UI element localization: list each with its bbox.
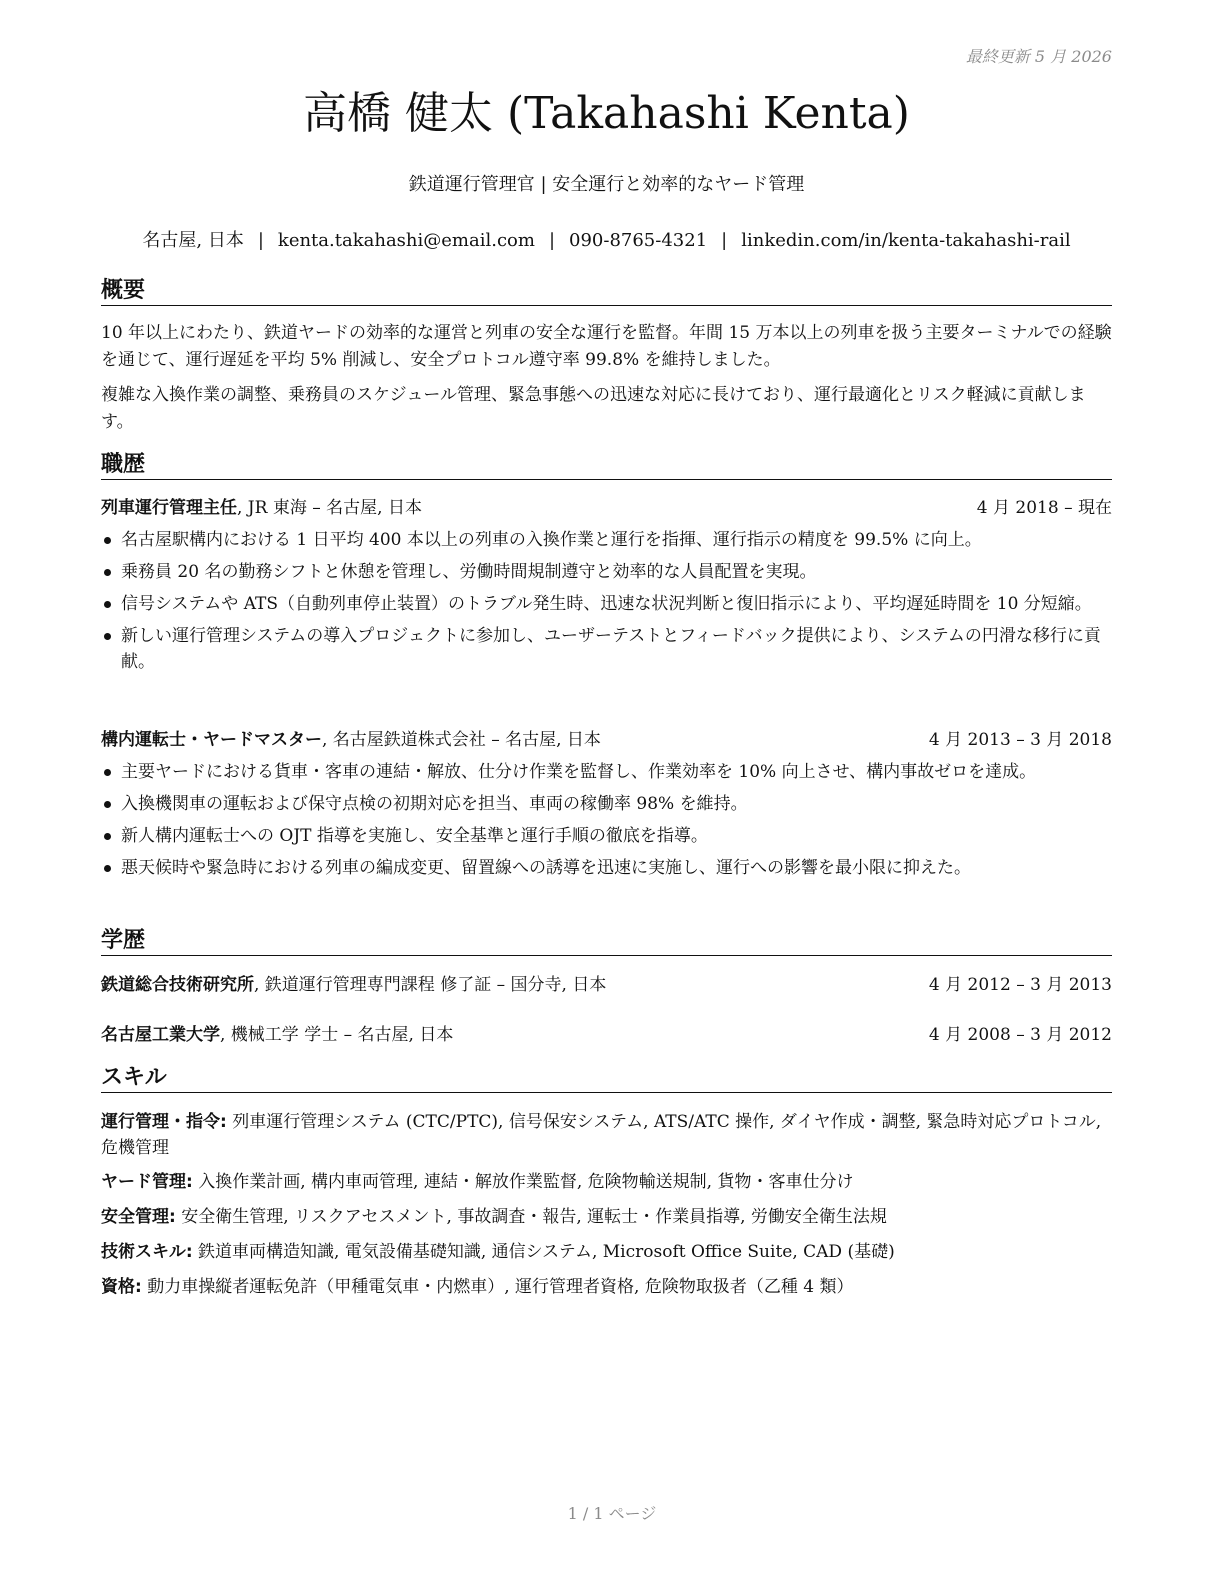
school-name: 名古屋工業大学 bbox=[101, 1025, 220, 1045]
skill-line bbox=[101, 1109, 1112, 1161]
list-item: 悪天候時や緊急時における列車の編成変更、留置線への誘導を迅速に実施し、運行への影響を最小限に抑えた。 bbox=[101, 855, 1112, 881]
list-item: 信号システムや ATS（自動列車停止装置）のトラブル発生時、迅速な状況判断と復旧指示により、平均遅延時間を 10 分短縮。 bbox=[101, 591, 1112, 617]
contact-separator: | bbox=[257, 230, 264, 251]
page-number: 1 / 1 ページ bbox=[567, 1504, 657, 1523]
skill-line bbox=[101, 1204, 1112, 1230]
job-role: 列車運行管理主任 bbox=[101, 498, 237, 518]
skill-text: 列車運行管理システム (CTC/PTC), 信号保安システム, ATS/ATC 操作, ダイヤ作成・調整, 緊急時対応プロトコル, 危機管理 bbox=[101, 1112, 1102, 1158]
job-org: , 名古屋鉄道株式会社 – 名古屋, 日本 bbox=[322, 730, 601, 750]
tagline: 鉄道運行管理官 | 安全運行と効率的なヤード管理 bbox=[408, 174, 805, 195]
education-item bbox=[101, 1022, 1112, 1048]
skill-text: 鉄道車両構造知識, 電気設備基礎知識, 通信システム, Microsoft Office Suite, CAD (基礎) bbox=[192, 1242, 895, 1262]
job-dates: 4 月 2013 – 3 月 2018 bbox=[928, 730, 1112, 750]
list-item: 乗務員 20 名の勤務シフトと休憩を管理し、労働時間規制遵守と効率的な人員配置を実現。 bbox=[101, 559, 1112, 585]
list-item: 新しい運行管理システムの導入プロジェクトに参加し、ユーザーテストとフィードバック提供により、システムの円滑な移行に貢献。 bbox=[101, 623, 1112, 675]
list-item: 入換機関車の運転および保守点検の初期対応を担当、車両の稼働率 98% を維持。 bbox=[101, 791, 1112, 817]
skill-text: 動力車操縦者運転免許（甲種電気車・内燃車）, 運行管理者資格, 危険物取扱者（乙種 4 類） bbox=[141, 1277, 854, 1297]
contact-location: 名古屋, 日本 bbox=[142, 230, 244, 251]
education-item bbox=[101, 972, 1112, 998]
skill-label: 技術スキル: bbox=[101, 1242, 193, 1262]
contact-line bbox=[101, 226, 1112, 252]
education-dates: 4 月 2012 – 3 月 2013 bbox=[928, 975, 1112, 995]
contact-separator: | bbox=[548, 230, 556, 251]
skill-label: ヤード管理: bbox=[101, 1172, 193, 1192]
job-role: 構内運転士・ヤードマスター bbox=[101, 730, 322, 750]
list-item: 主要ヤードにおける貨車・客車の連結・解放、仕分け作業を監督し、作業効率を 10% 向上させ、構内事故ゼロを達成。 bbox=[101, 759, 1112, 785]
list-item: 名古屋駅構内における 1 日平均 400 本以上の列車の入換作業と運行を指揮、運行指示の精度を 99.5% に向上。 bbox=[101, 527, 1112, 553]
school-detail: , 鉄道運行管理専門課程 修了証 – 国分寺, 日本 bbox=[254, 975, 607, 995]
job-dates: 4 月 2018 – 現在 bbox=[976, 498, 1112, 518]
section-title-education: 学歴 bbox=[101, 928, 1112, 956]
contact-linkedin[interactable]: linkedin.com/in/kenta-takahashi-rail bbox=[741, 230, 1071, 251]
contact-email[interactable]: kenta.takahashi@email.com bbox=[277, 230, 535, 251]
section-title-skills: スキル bbox=[101, 1065, 1112, 1093]
skill-line bbox=[101, 1169, 1112, 1195]
list-item: 新人構内運転士への OJT 指導を実施し、安全基準と運行手順の徹底を指導。 bbox=[101, 823, 1112, 849]
school-detail: , 機械工学 学士 – 名古屋, 日本 bbox=[220, 1025, 454, 1045]
skill-label: 安全管理: bbox=[101, 1207, 176, 1227]
skill-line bbox=[101, 1274, 1112, 1300]
contact-separator: | bbox=[721, 230, 728, 251]
skill-text: 安全衛生管理, リスクアセスメント, 事故調査・報告, 運転士・作業員指導, 労働安全衛生法規 bbox=[175, 1207, 887, 1227]
summary-paragraph: 複雑な入換作業の調整、乗務員のスケジュール管理、緊急事態への迅速な対応に長けており、運行最適化とリスク軽減に貢献します。 bbox=[101, 385, 1086, 432]
section-title-summary: 概要 bbox=[101, 278, 1112, 306]
job-header bbox=[101, 727, 1112, 753]
school-name: 鉄道総合技術研究所 bbox=[101, 975, 254, 995]
last-updated: 最終更新 5 月 2026 bbox=[965, 47, 1112, 66]
section-title-experience: 職歴 bbox=[101, 452, 1112, 480]
job-bullets bbox=[101, 527, 1112, 681]
skill-label: 運行管理・指令: bbox=[101, 1112, 227, 1132]
contact-phone[interactable]: 090-8765-4321 bbox=[569, 230, 708, 251]
skill-label: 資格: bbox=[101, 1277, 142, 1297]
job-org: , JR 東海 – 名古屋, 日本 bbox=[237, 498, 422, 518]
skill-text: 入換作業計画, 構内車両管理, 連結・解放作業監督, 危険物輸送規制, 貨物・客車仕分け bbox=[192, 1172, 854, 1192]
summary-paragraph: 10 年以上にわたり、鉄道ヤードの効率的な運営と列車の安全な運行を監督。年間 15 万本以上の列車を扱う主要ターミナルでの経験を通じて、運行遅延を平均 5% 削減し、安全プロトコル遵守率 99.8% を維持しました。 bbox=[101, 323, 1112, 370]
job-bullets bbox=[101, 759, 1112, 887]
candidate-name: 高橋 健太 (Takahashi Kenta) bbox=[303, 88, 910, 139]
skill-line bbox=[101, 1239, 1112, 1265]
job-header bbox=[101, 495, 1112, 521]
education-dates: 4 月 2008 – 3 月 2012 bbox=[928, 1025, 1112, 1045]
